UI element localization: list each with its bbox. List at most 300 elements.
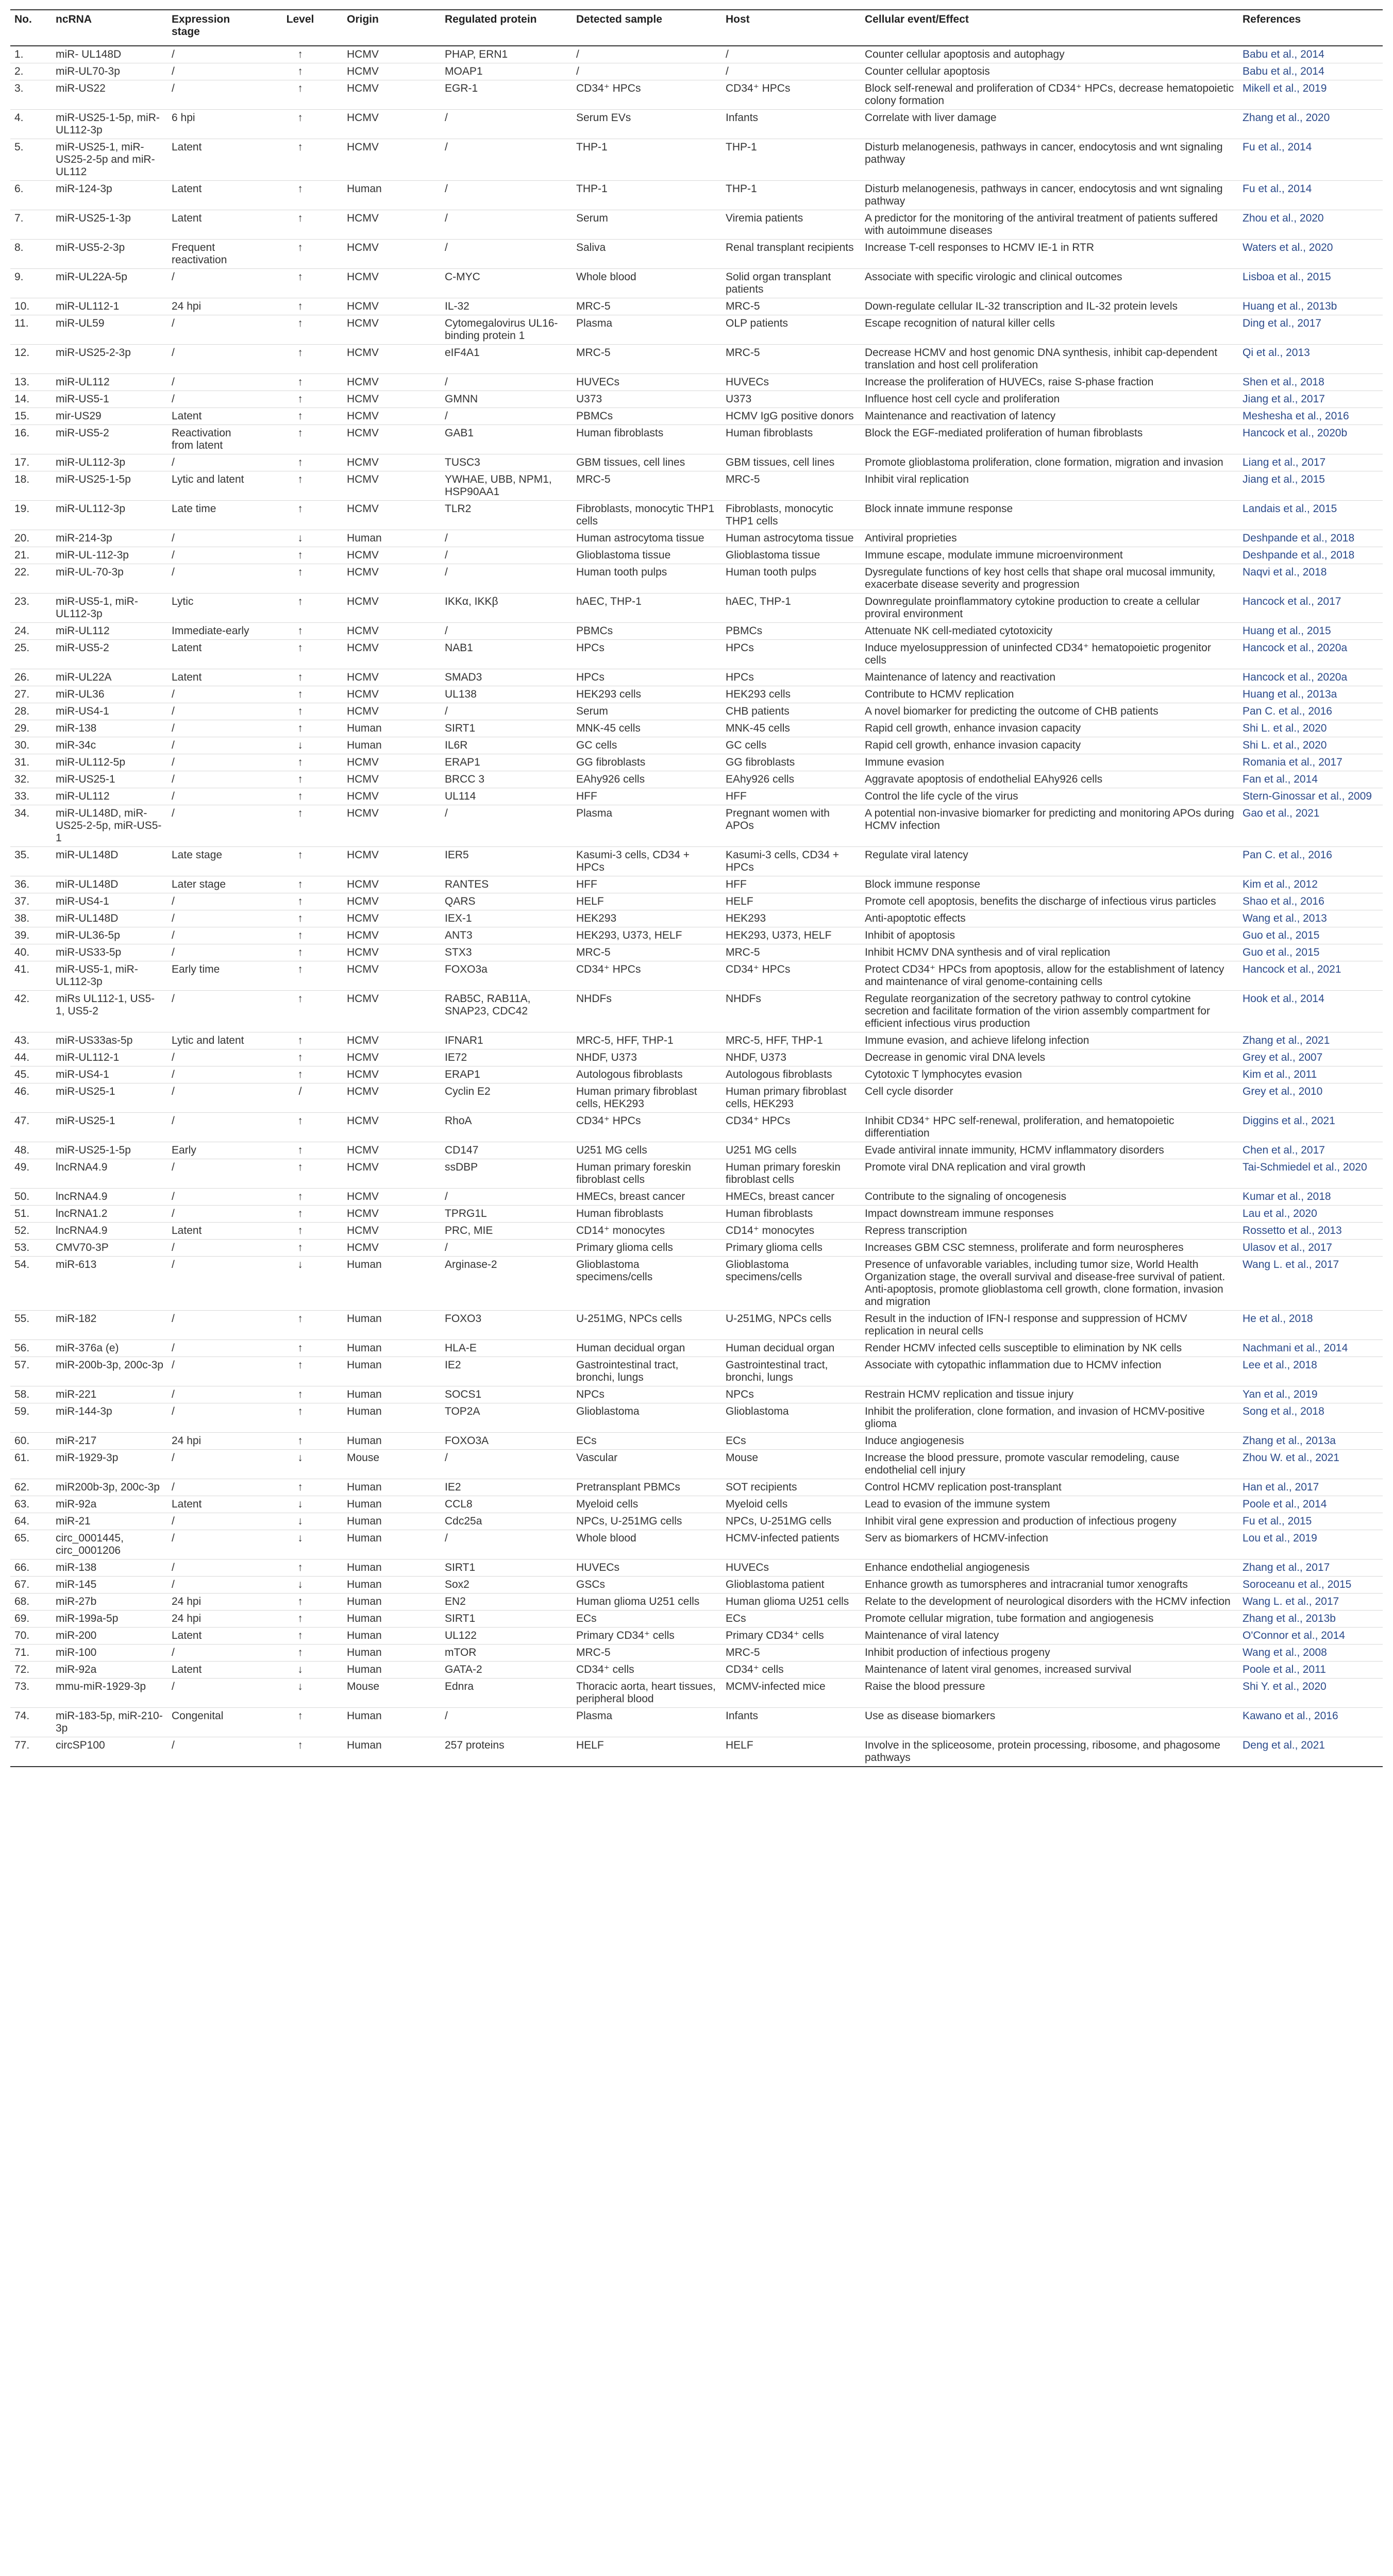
cell-level: ↑ (297, 1115, 303, 1127)
cell-detected-sample: Human primary foreskin fibroblast cells (576, 1161, 691, 1185)
cell-no: 46. (14, 1086, 30, 1097)
cell-reference: Lou et al., 2019 (1243, 1532, 1317, 1544)
cell-reference: Huang et al., 2013a (1243, 688, 1337, 700)
cell-expression-stage: Latent (172, 212, 202, 224)
cell-origin: Human (347, 1481, 382, 1493)
cell-origin: HCMV (347, 596, 379, 607)
cell-detected-sample: Thoracic aorta, heart tissues, peripheral blood (576, 1681, 716, 1705)
cell-level: ↑ (297, 473, 303, 485)
cell-regulated-protein: / (445, 1452, 448, 1464)
cell-detected-sample: Primary CD34⁺ cells (576, 1630, 675, 1641)
cell-origin: Human (347, 1515, 382, 1527)
cell-host: hAEC, THP-1 (726, 596, 791, 607)
table-row (10, 1311, 1383, 1340)
cell-host: HUVECs (726, 1562, 769, 1573)
cell-regulated-protein: / (445, 1191, 448, 1202)
cell-no: 70. (14, 1630, 30, 1641)
cell-expression-stage: Latent (172, 410, 202, 422)
cell-reference: Zhang et al., 2021 (1243, 1035, 1330, 1046)
cell-cellular-effect: Influence host cell cycle and proliferation (865, 393, 1060, 405)
cell-expression-stage: Lytic and latent (172, 1035, 244, 1046)
cell-host: HEK293 (726, 912, 766, 924)
cell-origin: HCMV (347, 642, 379, 654)
cell-origin: HCMV (347, 112, 379, 124)
cell-detected-sample: U-251MG, NPCs cells (576, 1313, 682, 1325)
cell-regulated-protein: TLR2 (445, 503, 472, 515)
cell-reference: Hancock et al., 2021 (1243, 963, 1341, 975)
cell-level: ↑ (297, 410, 303, 422)
cell-no: 14. (14, 393, 30, 405)
cell-origin: Human (347, 1562, 382, 1573)
table-row (10, 1083, 1383, 1113)
cell-regulated-protein: UL138 (445, 688, 477, 700)
cell-detected-sample: Plasma (576, 1710, 613, 1722)
cell-detected-sample: EAhy926 cells (576, 773, 645, 785)
cell-reference: Chen et al., 2017 (1243, 1144, 1325, 1156)
cell-detected-sample: ECs (576, 1613, 597, 1624)
table-row (10, 80, 1383, 110)
cell-detected-sample: hAEC, THP-1 (576, 596, 642, 607)
cell-origin: HCMV (347, 410, 379, 422)
cell-ncrna: miR-92a (56, 1498, 97, 1510)
cell-regulated-protein: FOXO3A (445, 1435, 489, 1447)
cell-no: 20. (14, 532, 30, 544)
cell-cellular-effect: Relate to the development of neurological disorders with the HCMV infection (865, 1596, 1231, 1607)
table-row (10, 1479, 1383, 1496)
cell-origin: HCMV (347, 347, 379, 359)
cell-ncrna: miR-US5-2 (56, 427, 109, 439)
cell-host: Glioblastoma tissue (726, 549, 820, 561)
cell-regulated-protein: IKKα, IKKβ (445, 596, 498, 607)
cell-level: ↑ (297, 807, 303, 819)
cell-expression-stage: Later stage (172, 878, 226, 890)
cell-regulated-protein: YWHAE, UBB, NPM1, HSP90AA1 (445, 473, 552, 498)
cell-expression-stage: Latent (172, 183, 202, 195)
cell-reference: Mikell et al., 2019 (1243, 82, 1327, 94)
header-cellular-effect: Cellular event/Effect (861, 10, 1238, 46)
cell-regulated-protein: Cdc25a (445, 1515, 482, 1527)
cell-level: ↑ (297, 549, 303, 561)
cell-level: ↑ (297, 1481, 303, 1493)
cell-ncrna: miR-214-3p (56, 532, 112, 544)
cell-origin: HCMV (347, 671, 379, 683)
cell-reference: Poole et al., 2014 (1243, 1498, 1327, 1510)
cell-level: ↑ (297, 212, 303, 224)
table-row (10, 1560, 1383, 1577)
cell-ncrna: miR-UL112 (56, 790, 110, 802)
cell-level: ↓ (297, 739, 303, 751)
cell-no: 11. (14, 317, 29, 329)
cell-no: 12. (14, 347, 30, 359)
cell-no: 54. (14, 1259, 30, 1270)
table-row (10, 991, 1383, 1032)
cell-origin: HCMV (347, 993, 379, 1005)
cell-reference: Pan C. et al., 2016 (1243, 705, 1332, 717)
cell-cellular-effect: Inhibit viral gene expression and production of infectious progeny (865, 1515, 1177, 1527)
table-row (10, 623, 1383, 640)
cell-expression-stage: / (172, 790, 175, 802)
cell-reference: Hancock et al., 2020b (1243, 427, 1348, 439)
cell-ncrna: miR-100 (56, 1647, 97, 1658)
cell-expression-stage: / (172, 1562, 175, 1573)
cell-ncrna: miR-US5-1, miR-UL112-3p (56, 596, 138, 620)
cell-expression-stage: 24 hpi (172, 1435, 202, 1447)
cell-ncrna: miR-183-5p, miR-210-3p (56, 1710, 163, 1734)
cell-cellular-effect: Induce myelosuppression of uninfected CD34⁺ hematopoietic progenitor cells (865, 642, 1211, 666)
cell-level: ↑ (297, 671, 303, 683)
cell-cellular-effect: Promote viral DNA replication and viral growth (865, 1161, 1086, 1173)
table-row (10, 669, 1383, 686)
table-row (10, 374, 1383, 391)
cell-expression-stage: / (172, 532, 175, 544)
cell-ncrna: miR-182 (56, 1313, 97, 1325)
cell-no: 5. (14, 141, 24, 153)
cell-origin: HCMV (347, 705, 379, 717)
cell-reference: Landais et al., 2015 (1243, 503, 1337, 515)
cell-regulated-protein: IEX-1 (445, 912, 472, 924)
cell-no: 39. (14, 929, 30, 941)
table-row (10, 391, 1383, 408)
cell-no: 3. (14, 82, 24, 94)
cell-ncrna: miR-200 (56, 1630, 97, 1641)
cell-reference: Zhang et al., 2020 (1243, 112, 1330, 124)
table-row (10, 298, 1383, 315)
cell-expression-stage: / (172, 1681, 175, 1692)
cell-ncrna: circ_0001445, circ_0001206 (56, 1532, 124, 1556)
cell-expression-stage: / (172, 1161, 175, 1173)
table-row (10, 110, 1383, 139)
cell-reference: Guo et al., 2015 (1243, 929, 1320, 941)
cell-level: ↑ (297, 242, 303, 253)
cell-no: 68. (14, 1596, 30, 1607)
cell-ncrna: miR-UL148D, miR-US25-2-5p, miR-US5-1 (56, 807, 162, 844)
cell-level: ↑ (297, 112, 303, 124)
cell-cellular-effect: Counter cellular apoptosis (865, 65, 990, 77)
cell-host: HFF (726, 790, 747, 802)
table-row (10, 345, 1383, 374)
cell-regulated-protein: Sox2 (445, 1579, 469, 1590)
cell-host: Kasumi-3 cells, CD34 + HPCs (726, 849, 839, 873)
cell-host: GBM tissues, cell lines (726, 456, 835, 468)
table-row (10, 961, 1383, 991)
cell-level: ↑ (297, 1388, 303, 1400)
cell-no: 29. (14, 722, 30, 734)
cell-origin: HCMV (347, 1191, 379, 1202)
cell-level: ↑ (297, 963, 303, 975)
cell-level: ↑ (297, 688, 303, 700)
cell-host: MRC-5 (726, 946, 760, 958)
cell-expression-stage: / (172, 1739, 175, 1751)
cell-origin: Human (347, 1532, 382, 1544)
cell-detected-sample: HEK293 (576, 912, 617, 924)
cell-ncrna: miR-144-3p (56, 1405, 112, 1417)
cell-reference: Hancock et al., 2020a (1243, 642, 1348, 654)
cell-origin: Human (347, 722, 382, 734)
header-level: Level (258, 10, 343, 46)
cell-cellular-effect: Repress transcription (865, 1225, 967, 1236)
cell-level: ↑ (297, 1342, 303, 1354)
header-regulated-protein: Regulated protein (441, 10, 572, 46)
cell-level: ↑ (297, 1225, 303, 1236)
cell-level: ↓ (297, 1452, 303, 1464)
cell-detected-sample: HPCs (576, 671, 605, 683)
cell-ncrna: miR-27b (56, 1596, 97, 1607)
table-row (10, 63, 1383, 80)
cell-origin: HCMV (347, 773, 379, 785)
cell-ncrna: miR-UL22A (56, 671, 112, 683)
cell-cellular-effect: Aggravate apoptosis of endothelial EAhy926 cells (865, 773, 1103, 785)
cell-expression-stage: Latent (172, 1664, 202, 1675)
cell-origin: HCMV (347, 756, 379, 768)
cell-host: HCMV-infected patients (726, 1532, 840, 1544)
cell-level: ↓ (297, 532, 303, 544)
cell-reference: Wang et al., 2008 (1243, 1647, 1327, 1658)
cell-level: ↑ (297, 1144, 303, 1156)
cell-expression-stage: / (172, 946, 175, 958)
cell-detected-sample: NPCs (576, 1388, 605, 1400)
header-expression-stage: Expression stage (167, 10, 258, 46)
cell-expression-stage: Latent (172, 671, 202, 683)
cell-reference: Zhang et al., 2013b (1243, 1613, 1336, 1624)
cell-host: GC cells (726, 739, 767, 751)
cell-expression-stage: / (172, 48, 175, 60)
cell-cellular-effect: Rapid cell growth, enhance invasion capacity (865, 722, 1081, 734)
cell-regulated-protein: QARS (445, 895, 476, 907)
cell-origin: HCMV (347, 929, 379, 941)
cell-host: MRC-5 (726, 473, 760, 485)
cell-host: Pregnant women with APOs (726, 807, 830, 832)
cell-reference: Song et al., 2018 (1243, 1405, 1324, 1417)
cell-host: Glioblastoma patient (726, 1579, 825, 1590)
cell-regulated-protein: IER5 (445, 849, 469, 861)
cell-no: 7. (14, 212, 24, 224)
cell-cellular-effect: Anti-apoptotic effects (865, 912, 966, 924)
cell-regulated-protein: / (445, 532, 448, 544)
table-body (10, 46, 1383, 1767)
cell-ncrna: miR-US25-1-5p, miR-UL112-3p (56, 112, 160, 136)
cell-detected-sample: Human astrocytoma tissue (576, 532, 704, 544)
cell-ncrna: miR-US33-5p (56, 946, 122, 958)
cell-expression-stage: Latent (172, 1630, 202, 1641)
cell-origin: Human (347, 1739, 382, 1751)
table-row (10, 1496, 1383, 1513)
cell-no: 49. (14, 1161, 30, 1173)
cell-expression-stage: / (172, 271, 175, 283)
cell-cellular-effect: A novel biomarker for predicting the outcome of CHB patients (865, 705, 1159, 717)
table-row (10, 1049, 1383, 1066)
cell-level: ↑ (297, 642, 303, 654)
cell-reference: Fu et al., 2014 (1243, 141, 1312, 153)
cell-cellular-effect: Dysregulate functions of key host cells that shape oral mucosal immunity, exacerbate disease severity and progression (865, 566, 1216, 590)
table-row (10, 1066, 1383, 1083)
cell-cellular-effect: Rapid cell growth, enhance invasion capacity (865, 739, 1081, 751)
cell-ncrna: miR-US25-1-5p (56, 473, 131, 485)
cell-cellular-effect: Immune evasion, and achieve lifelong infection (865, 1035, 1089, 1046)
table-row (10, 1386, 1383, 1403)
cell-ncrna: miR-US5-1, miR-UL112-3p (56, 963, 138, 988)
cell-host: HEK293 cells (726, 688, 791, 700)
cell-expression-stage: / (172, 1388, 175, 1400)
cell-cellular-effect: Inhibit production of infectious progeny (865, 1647, 1050, 1658)
cell-detected-sample: Saliva (576, 242, 606, 253)
cell-regulated-protein: TOP2A (445, 1405, 480, 1417)
cell-no: 60. (14, 1435, 30, 1447)
cell-level: ↑ (297, 1191, 303, 1202)
cell-host: MRC-5, HFF, THP-1 (726, 1035, 823, 1046)
cell-level: ↓ (297, 1532, 303, 1544)
cell-ncrna: miR-UL112-1 (56, 1052, 120, 1063)
table-row (10, 1662, 1383, 1679)
table-row (10, 1340, 1383, 1357)
cell-detected-sample: HFF (576, 790, 597, 802)
cell-no: 4. (14, 112, 24, 124)
cell-host: Primary glioma cells (726, 1242, 823, 1253)
cell-cellular-effect: Inhibit of apoptosis (865, 929, 955, 941)
cell-cellular-effect: Counter cellular apoptosis and autophagy (865, 48, 1065, 60)
cell-origin: Human (347, 532, 382, 544)
cell-reference: Wang et al., 2013 (1243, 912, 1327, 924)
cell-reference: Shi L. et al., 2020 (1243, 722, 1327, 734)
cell-host: THP-1 (726, 141, 757, 153)
cell-expression-stage: / (172, 1452, 175, 1464)
cell-cellular-effect: A potential non-invasive biomarker for predicting and monitoring APOs during HCMV infection (865, 807, 1234, 832)
cell-level: ↑ (297, 773, 303, 785)
table-row (10, 408, 1383, 425)
cell-cellular-effect: Inhibit viral replication (865, 473, 969, 485)
cell-host: NHDFs (726, 993, 761, 1005)
cell-detected-sample: PBMCs (576, 410, 613, 422)
cell-level: ↑ (297, 596, 303, 607)
cell-origin: Human (347, 1647, 382, 1658)
cell-regulated-protein: RANTES (445, 878, 489, 890)
cell-regulated-protein: SOCS1 (445, 1388, 482, 1400)
cell-no: 23. (14, 596, 30, 607)
cell-host: GG fibroblasts (726, 756, 795, 768)
cell-reference: Deng et al., 2021 (1243, 1739, 1325, 1751)
cell-detected-sample: NHDF, U373 (576, 1052, 637, 1063)
cell-level: ↑ (297, 1052, 303, 1063)
cell-detected-sample: / (576, 65, 579, 77)
cell-host: CD14⁺ monocytes (726, 1225, 815, 1236)
cell-host: HPCs (726, 671, 754, 683)
table-row (10, 910, 1383, 927)
cell-detected-sample: Human tooth pulps (576, 566, 667, 578)
cell-no: 66. (14, 1562, 30, 1573)
cell-cellular-effect: Immune escape, modulate immune microenvironment (865, 549, 1123, 561)
cell-cellular-effect: Regulate reorganization of the secretory pathway to control cytokine secretion and facilitate formation of the virion assembly compartment for efficient infectious virus production (865, 993, 1210, 1029)
table-row (10, 686, 1383, 703)
cell-origin: Human (347, 1596, 382, 1607)
table-row (10, 139, 1383, 181)
cell-ncrna: miR-UL148D (56, 878, 119, 890)
cell-reference: Deshpande et al., 2018 (1243, 549, 1355, 561)
cell-reference: Zhang et al., 2013a (1243, 1435, 1336, 1447)
cell-no: 51. (14, 1208, 30, 1219)
cell-expression-stage: / (172, 1532, 175, 1544)
cell-level: ↑ (297, 317, 303, 329)
cell-ncrna: miR-UL112-1 (56, 300, 120, 312)
table-row (10, 944, 1383, 961)
cell-regulated-protein: / (445, 212, 448, 224)
cell-no: 44. (14, 1052, 30, 1063)
cell-no: 67. (14, 1579, 30, 1590)
table-row (10, 1032, 1383, 1049)
table-row (10, 703, 1383, 720)
cell-expression-stage: / (172, 895, 175, 907)
cell-expression-stage: / (172, 1313, 175, 1325)
table-row (10, 181, 1383, 210)
cell-regulated-protein: PHAP, ERN1 (445, 48, 508, 60)
cell-origin: Human (347, 1630, 382, 1641)
cell-reference: Hancock et al., 2020a (1243, 671, 1348, 683)
cell-host: THP-1 (726, 183, 757, 195)
cell-level: ↑ (297, 1405, 303, 1417)
cell-origin: HCMV (347, 688, 379, 700)
cell-detected-sample: Myeloid cells (576, 1498, 639, 1510)
cell-expression-stage: Latent (172, 642, 202, 654)
cell-level: ↑ (297, 912, 303, 924)
cell-detected-sample: Primary glioma cells (576, 1242, 673, 1253)
table-row (10, 240, 1383, 269)
cell-detected-sample: CD34⁺ HPCs (576, 1115, 641, 1127)
cell-level: ↑ (297, 895, 303, 907)
cell-cellular-effect: Inhibit HCMV DNA synthesis and of viral replication (865, 946, 1111, 958)
table-row (10, 737, 1383, 754)
cell-origin: HCMV (347, 82, 379, 94)
cell-no: 63. (14, 1498, 30, 1510)
cell-detected-sample: NPCs, U-251MG cells (576, 1515, 682, 1527)
cell-expression-stage: / (172, 347, 175, 359)
cell-level: ↑ (297, 790, 303, 802)
cell-expression-stage: Latent (172, 1225, 202, 1236)
cell-host: HELF (726, 895, 753, 907)
cell-origin: Human (347, 1342, 382, 1354)
cell-regulated-protein: / (445, 141, 448, 153)
cell-host: PBMCs (726, 625, 763, 637)
cell-level: ↑ (297, 566, 303, 578)
cell-host: U-251MG, NPCs cells (726, 1313, 832, 1325)
cell-level: ↑ (297, 878, 303, 890)
cell-origin: HCMV (347, 790, 379, 802)
cell-no: 13. (14, 376, 30, 388)
cell-cellular-effect: Block self-renewal and proliferation of CD34⁺ HPCs, decrease hematopoietic colony formation (865, 82, 1234, 107)
cell-origin: HCMV (347, 963, 379, 975)
cell-ncrna: miR-US25-1-3p (56, 212, 131, 224)
cell-origin: HCMV (347, 1069, 379, 1080)
cell-no: 2. (14, 65, 24, 77)
cell-host: HUVECs (726, 376, 769, 388)
cell-host: HFF (726, 878, 747, 890)
cell-no: 16. (14, 427, 30, 439)
cell-regulated-protein: / (445, 1710, 448, 1722)
cell-cellular-effect: Increase the proliferation of HUVECs, raise S-phase fraction (865, 376, 1154, 388)
cell-origin: Mouse (347, 1452, 380, 1464)
cell-origin: Human (347, 1664, 382, 1675)
table-row (10, 876, 1383, 893)
table-row (10, 1679, 1383, 1708)
cell-detected-sample: MRC-5, HFF, THP-1 (576, 1035, 674, 1046)
table-row (10, 847, 1383, 876)
cell-detected-sample: MNK-45 cells (576, 722, 641, 734)
cell-reference: Grey et al., 2007 (1243, 1052, 1323, 1063)
cell-cellular-effect: Associate with specific virologic and clinical outcomes (865, 271, 1122, 283)
cell-regulated-protein: IE2 (445, 1359, 461, 1371)
cell-detected-sample: CD34⁺ HPCs (576, 963, 641, 975)
cell-cellular-effect: Increases GBM CSC stemness, proliferate and form neurospheres (865, 1242, 1184, 1253)
cell-expression-stage: / (172, 912, 175, 924)
cell-cellular-effect: Promote cell apoptosis, benefits the discharge of infectious virus particles (865, 895, 1216, 907)
cell-host: NPCs (726, 1388, 754, 1400)
